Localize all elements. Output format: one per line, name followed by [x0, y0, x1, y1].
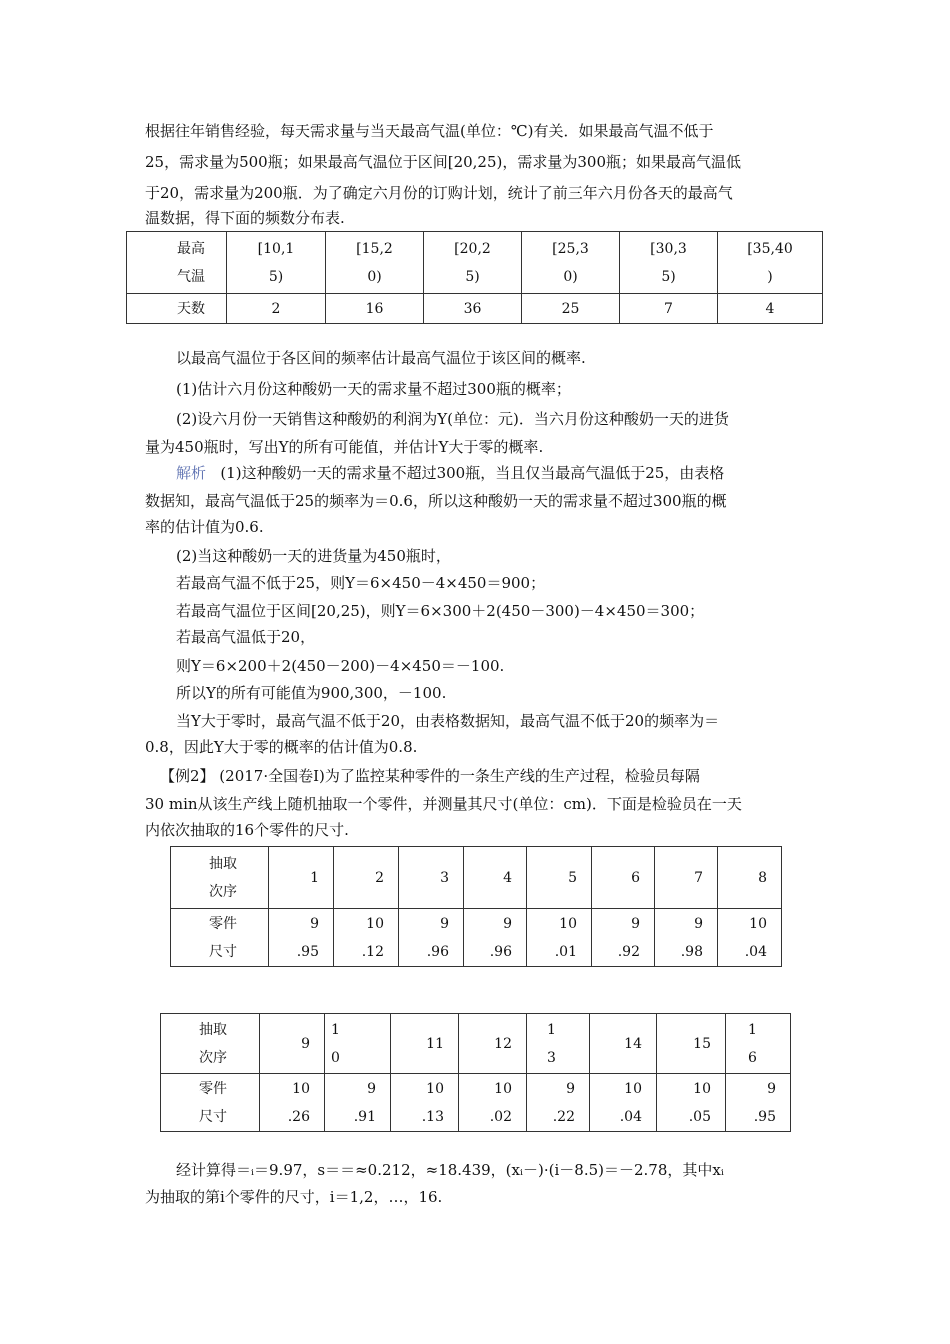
example2-line-3: 内依次抽取的16个零件的尺寸.	[145, 821, 349, 839]
table-cell: 9 .98	[655, 909, 718, 967]
table-cell: 4	[718, 294, 823, 324]
table-cell: 15	[657, 1014, 726, 1074]
table-cell: 7	[655, 847, 718, 909]
table-cell: 10 .04	[590, 1074, 657, 1132]
solution-line: (2)当这种酸奶一天的进货量为450瓶时，	[176, 547, 451, 565]
table-row	[161, 1074, 791, 1132]
solution-line: 0.8，因此Y大于零的概率的估计值为0.8.	[145, 738, 418, 756]
table-cell: 16	[326, 294, 424, 324]
table-cell: 9 .92	[592, 909, 655, 967]
table-cell: 2	[334, 847, 399, 909]
table-cell: 1 0	[325, 1014, 391, 1074]
solution-text: (1)这种酸奶一天的需求量不超过300瓶，当且仅当最高气温低于25，由表格	[220, 464, 725, 482]
table-cell: 9 .22	[527, 1074, 590, 1132]
table-header-cell: 抽取 次序	[161, 1014, 260, 1074]
table-cell: 14	[590, 1014, 657, 1074]
table-cell: 2	[227, 294, 326, 324]
solution-line: 若最高气温位于区间[20,25)，则Y＝6×300＋2(450－300)－4×450＝300；	[176, 602, 705, 620]
table-cell: 36	[424, 294, 522, 324]
table-cell: 10 .13	[391, 1074, 459, 1132]
table-cell: 12	[459, 1014, 527, 1074]
table-header-cell: 零件 尺寸	[161, 1074, 260, 1132]
intro-line-1: 根据往年销售经验，每天需求量与当天最高气温(单位：℃)有关．如果最高气温不低于	[145, 122, 714, 140]
table-cell: 9 .91	[325, 1074, 391, 1132]
closing-line-2: 为抽取的第i个零件的尺寸，i＝1,2，…，16.	[145, 1188, 443, 1206]
body-line-1: 以最高气温位于各区间的频率估计最高气温位于该区间的概率.	[176, 349, 586, 367]
table-cell: 3	[399, 847, 464, 909]
table-cell: 11	[391, 1014, 459, 1074]
table-cell: 9 .95	[726, 1074, 791, 1132]
solution-line: 率的估计值为0.6.	[145, 518, 264, 536]
table-cell: 7	[620, 294, 718, 324]
example2-line-2: 30 min从该生产线上随机抽取一个零件，并测量其尺寸(单位：cm)．下面是检验员在一天	[145, 795, 742, 813]
table-row	[127, 294, 823, 324]
solution-first-line	[176, 463, 724, 483]
table-header-cell: 最高 气温	[127, 232, 227, 294]
table-cell: 10 .01	[527, 909, 592, 967]
table-cell: 9	[260, 1014, 325, 1074]
table-header-cell: 天数	[127, 294, 227, 324]
table-row	[171, 847, 782, 909]
table-header-cell: 抽取 次序	[171, 847, 269, 909]
part-size-table-1	[170, 846, 782, 967]
table-cell: [15,2 0)	[326, 232, 424, 294]
table-cell: 5	[527, 847, 592, 909]
intro-line-2: 25，需求量为500瓶；如果最高气温位于区间[20,25)，需求量为300瓶；如果最高气温低	[145, 153, 741, 171]
table-row	[127, 232, 823, 294]
solution-line: 若最高气温不低于25，则Y＝6×450－4×450＝900；	[176, 574, 546, 592]
table-cell: [20,2 5)	[424, 232, 522, 294]
table-cell: 9 .96	[399, 909, 464, 967]
table-cell: 10 .05	[657, 1074, 726, 1132]
table-cell: [25,3 0)	[522, 232, 620, 294]
table-cell: 9 .95	[269, 909, 334, 967]
table-cell: [35,40 )	[718, 232, 823, 294]
body-line-4: 量为450瓶时，写出Y的所有可能值，并估计Y大于零的概率.	[145, 438, 544, 456]
intro-line-3: 于20，需求量为200瓶．为了确定六月份的订购计划，统计了前三年六月份各天的最高气	[145, 184, 733, 202]
table-cell: 10 .04	[718, 909, 782, 967]
table-row	[161, 1014, 791, 1074]
table-cell: 10 .26	[260, 1074, 325, 1132]
table-cell: [30,3 5)	[620, 232, 718, 294]
part-size-table-2	[160, 1013, 791, 1132]
table-cell: 9 .96	[464, 909, 527, 967]
body-line-2: (1)估计六月份这种酸奶一天的需求量不超过300瓶的概率；	[176, 380, 571, 398]
solution-line: 若最高气温低于20，	[176, 628, 316, 646]
solution-label: 解析	[176, 464, 207, 482]
solution-line: 所以Y的所有可能值为900,300，－100.	[176, 684, 447, 702]
table-cell: 6	[592, 847, 655, 909]
table-cell: 25	[522, 294, 620, 324]
closing-line-1: 经计算得＝ᵢ＝9.97，s＝＝≈0.212，≈18.439，(xᵢ－)·(i－8.5)＝－2.78，其中xᵢ	[176, 1161, 724, 1179]
solution-line: 当Y大于零时，最高气温不低于20，由表格数据知，最高气温不低于20的频率为＝	[176, 712, 720, 730]
table-cell: 4	[464, 847, 527, 909]
temperature-frequency-table	[126, 231, 823, 324]
table-cell: 1 3	[527, 1014, 590, 1074]
table-cell: 10 .02	[459, 1074, 527, 1132]
body-line-3: (2)设六月份一天销售这种酸奶的利润为Y(单位：元)．当六月份这种酸奶一天的进货	[176, 410, 729, 428]
table-row	[171, 909, 782, 967]
table-cell: 1 6	[726, 1014, 791, 1074]
table-cell: 10 .12	[334, 909, 399, 967]
table-cell: 1	[269, 847, 334, 909]
example2-line-1: 【例2】 (2017·全国卷Ⅰ)为了监控某种零件的一条生产线的生产过程，检验员每隔	[160, 767, 700, 785]
table-cell: [10,1 5)	[227, 232, 326, 294]
table-cell: 8	[718, 847, 782, 909]
solution-line: 则Y＝6×200＋2(450－200)－4×450＝－100.	[176, 657, 505, 675]
solution-line: 数据知，最高气温低于25的频率为＝0.6，所以这种酸奶一天的需求量不超过300瓶的概	[145, 492, 727, 510]
intro-line-4: 温数据，得下面的频数分布表.	[145, 209, 345, 227]
table-header-cell: 零件 尺寸	[171, 909, 269, 967]
